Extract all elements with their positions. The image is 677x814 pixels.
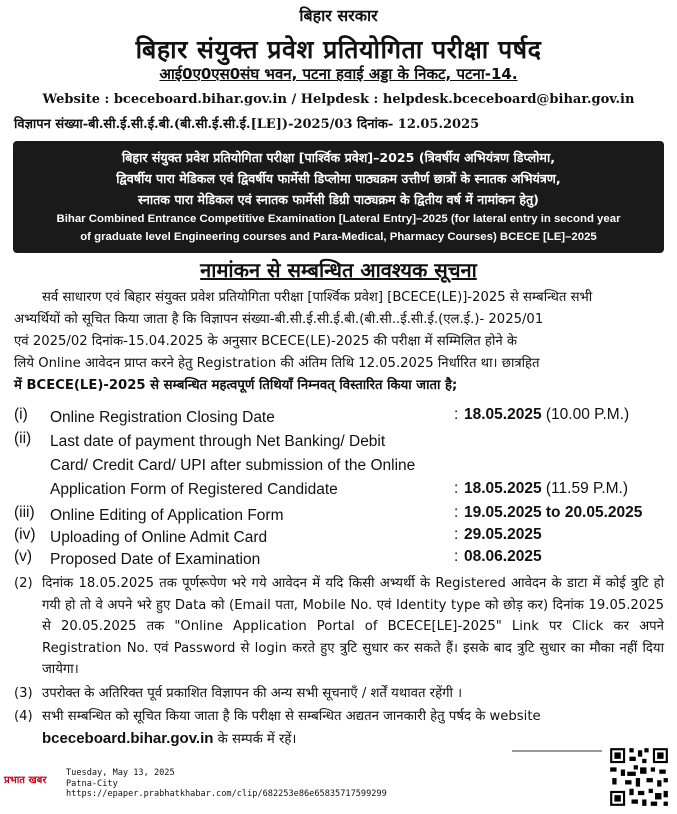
schedule-num: (ii) <box>14 430 32 447</box>
qr-code-icon <box>608 746 670 808</box>
schedule-time: (10.00 P.M.) <box>545 406 630 423</box>
board-website-link: bceceboard.bihar.gov.in <box>42 729 214 747</box>
schedule-colon: : <box>454 504 459 521</box>
schedule-num: (i) <box>14 406 28 423</box>
note-text: उपरोक्त के अतिरिक्त पूर्व प्रकाशित विज्ञापन की अन्य सभी सूचनाएँ / शर्तें यथावत रहेंगी । <box>42 685 463 701</box>
note-4 <box>14 706 664 750</box>
schedule-date: 08.06.2025 <box>464 548 542 565</box>
schedule-colon: : <box>454 406 459 423</box>
schedule-num: (iv) <box>14 526 36 543</box>
notice-title <box>0 256 677 283</box>
note-3 <box>14 683 664 705</box>
schedule-label: Online Editing of Application Form <box>50 507 284 524</box>
schedule-label-line-1: Last date of payment through Net Banking/ Debit <box>50 433 386 450</box>
intro-line-4: लिये Online आवेदन प्राप्त करने हेतु Registration की अंतिम तिथि 12.05.2025 निर्धारित था। छात्रहित <box>14 356 540 371</box>
banner-english-line-2: of graduate level Engineering courses and Para-Medical, Pharmacy Courses) BCECE [LE]–2025 <box>80 231 597 243</box>
intro-line-5: में BCECE(LE)-2025 से सम्बन्धित महत्वपूर्ण तिथियाँ निम्नवत् विस्तारित किया जाता है; <box>14 378 458 393</box>
note-num: (3) <box>14 685 33 701</box>
intro-line-3: एवं 2025/02 दिनांक-15.04.2025 के अनुसार BCECE(LE)-2025 की परीक्षा में सम्मिलित होने के <box>14 334 517 349</box>
note-num: (4) <box>14 709 33 724</box>
schedule-colon: : <box>454 526 459 543</box>
schedule-time: (11.59 P.M.) <box>545 480 629 497</box>
intro-line-2: अभ्यर्थियों को सूचित किया जाता है कि विज्ञापन संख्या-बी.सी.ई.सी.ई.बी.(बी.सी..ई.सी.ई.(एल.ई.)- 2025/01 <box>14 312 544 327</box>
notice-title-text: नामांकन से सम्बन्धित आवश्यक सूचना <box>200 258 477 282</box>
schedule-num: (iii) <box>14 504 35 521</box>
note-text <box>42 706 664 750</box>
schedule-date <box>464 480 628 498</box>
schedule-date: 29.05.2025 <box>464 526 542 543</box>
exam-title-banner <box>13 141 664 253</box>
board-name: बिहार संयुक्त प्रवेश प्रतियोगिता परीक्षा पर्षद <box>135 35 542 64</box>
schedule-date <box>464 406 629 424</box>
schedule-num: (v) <box>14 548 33 565</box>
notes-list <box>14 573 664 750</box>
prabhat-khabar-logo: प्रभात खबर <box>4 775 47 786</box>
schedule-colon: : <box>454 548 459 565</box>
schedule-label-line-2: Card/ Credit Card/ UPI after submission of the Online <box>50 457 416 474</box>
schedule-label: Uploading of Online Admit Card <box>50 529 268 546</box>
intro-line-1: सर्व साधारण एवं बिहार संयुक्त प्रवेश प्रतियोगिता परीक्षा [पार्श्विक प्रवेश] [BCECE(LE)]-2025 से सम्बन्धित सभी <box>42 290 593 305</box>
schedule-label: Proposed Date of Examination <box>50 551 261 568</box>
banner-hindi-line-3: स्नातक पारा मेडिकल एवं स्नातक फार्मेसी डिग्री पाठ्यक्रम के द्वितीय वर्ष में नामांकन हेतु) <box>138 192 539 207</box>
banner-hindi-line-2: द्विवर्षीय पारा मेडिकल एवं द्विवर्षीय फार्मेसी डिप्लोमा पाठ्यक्रम उत्तीर्ण छात्रों के स्नातक अभियंत्रण, <box>116 171 561 186</box>
schedule-label: Online Registration Closing Date <box>50 409 275 426</box>
advertisement-number: विज्ञापन संख्या-बी.सी.ई.सी.ई.बी.(बी.सी.ई.सी.ई.[LE])-2025/03 दिनांक- 12.05.2025 <box>14 117 480 132</box>
schedule-date-value: 18.05.2025 <box>464 480 542 497</box>
note-num: (2) <box>14 576 33 591</box>
clip-url: https://epaper.prabhatkhabar.com/clip/682253e86e65835717599299 <box>66 789 387 799</box>
clip-date: Tuesday, May 13, 2025 <box>66 768 175 778</box>
schedule-date-value: 18.05.2025 <box>464 406 542 423</box>
schedule-date: 19.05.2025 to 20.05.2025 <box>464 504 643 521</box>
note-text-part-2: के सम्पर्क में रहें। <box>217 731 297 747</box>
signature-stroke <box>512 750 602 752</box>
banner-hindi-line-1: बिहार संयुक्त प्रवेश प्रतियोगिता परीक्षा [पार्श्विक प्रवेश]–2025 (त्रिवर्षीय अभियंत्रण डिप्लोमा, <box>121 150 555 165</box>
government-label: बिहार सरकार <box>299 6 378 25</box>
clipping-footer <box>0 756 677 814</box>
website-helpdesk-line: Website : bceceboard.bihar.gov.in / Helpdesk : helpdesk.bceceboard@bihar.gov.in <box>42 92 635 107</box>
note-text: दिनांक 18.05.2025 तक पूर्णरूपेण भरे गये आवेदन में यदि किसी अभ्यर्थी के Registered आवेदन के डाटा में कोई त्रुटि हो गयी हो तो वे अपने भरे हुए Data को (Email पता, Mobile No. एवं Identity type को छोड़ कर) दिनांक 19.05.2025 से 20.05.2025 तक "Online Application Portal of BCECE[LE]-2025" Link पर Click कर अपने Registration No. एवं Password से login करते हुए त्रुटि सुधार कर सकते हैं। इसके बाद त्रुटि सुधार का मौका नहीं दिया जायेगा। <box>42 576 664 677</box>
board-address: आई0ए0एस0संघ भवन, पटना हवाई अड्डा के निकट, पटना-14. <box>159 65 518 83</box>
banner-english-line-1: Bihar Combined Entrance Competitive Examination [Lateral Entry]–2025 (for lateral entry in second year <box>56 213 621 225</box>
schedule-colon: : <box>454 480 459 497</box>
intro-paragraph <box>14 287 664 397</box>
note-text-part-1: सभी सम्बन्धित को सूचित किया जाता है कि परीक्षा से सम्बन्धित अद्यतन जानकारी हेतु पर्षद के website <box>42 709 541 724</box>
note-2 <box>14 573 664 681</box>
clip-city: Patna-City <box>66 778 118 789</box>
clip-metadata <box>66 768 387 800</box>
schedule-label-line-3: Application Form of Registered Candidate <box>50 481 338 498</box>
